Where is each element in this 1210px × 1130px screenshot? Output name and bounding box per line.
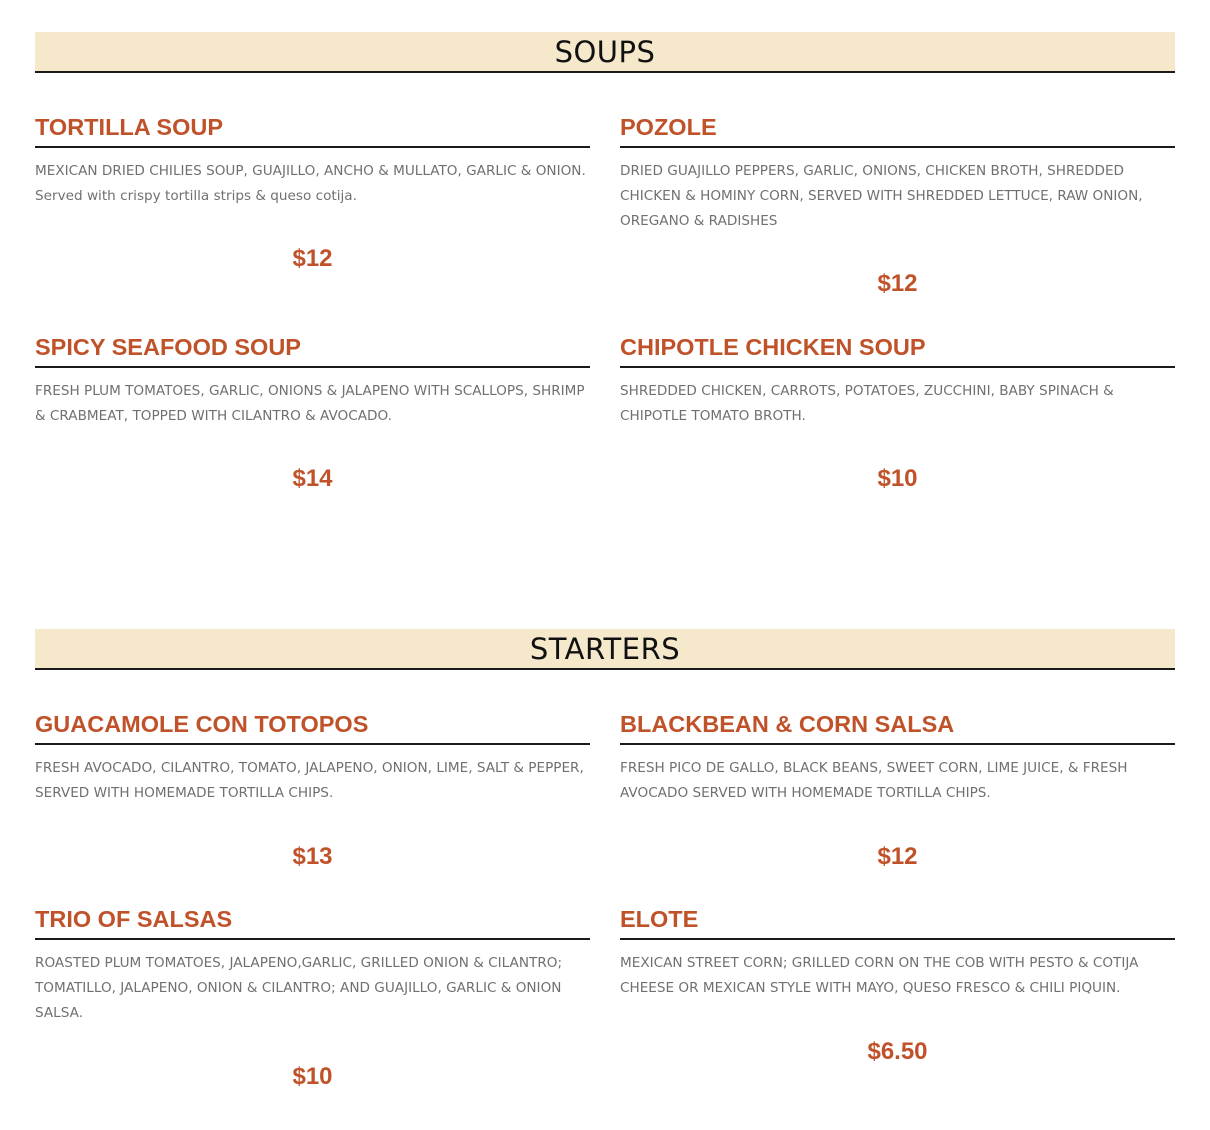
item-price: $10	[292, 1063, 333, 1090]
item-name: ELOTE	[620, 904, 1175, 940]
item-price: $12	[877, 843, 918, 870]
menu-item-pozole	[620, 112, 1175, 307]
menu-item-elote	[620, 904, 1175, 1074]
item-description: SHREDDED CHICKEN, CARROTS, POTATOES, ZUCCHINI, BABY SPINACH & CHIPOTLE TOMATO BROTH.	[620, 383, 1114, 424]
section-title: SOUPS	[554, 35, 656, 69]
menu-item-guacamole-con-totopos	[35, 709, 590, 879]
item-name: POZOLE	[620, 112, 1175, 148]
item-description: FRESH PLUM TOMATOES, GARLIC, ONIONS & JALAPENO WITH SCALLOPS, SHRIMP & CRABMEAT, TOPPED WITH CILANTRO & AVOCADO.	[35, 383, 585, 424]
item-name: TRIO OF SALSAS	[35, 904, 590, 940]
item-name: BLACKBEAN & CORN SALSA	[620, 709, 1175, 745]
item-price: $6.50	[867, 1038, 928, 1065]
menu-item-trio-of-salsas	[35, 904, 590, 1099]
item-description: MEXICAN STREET CORN; GRILLED CORN ON THE COB WITH PESTO & COTIJA CHEESE OR MEXICAN STYLE WITH MAYO, QUESO FRESCO & CHILI PIQUIN.	[620, 955, 1139, 996]
item-price: $13	[292, 843, 333, 870]
item-name: GUACAMOLE CON TOTOPOS	[35, 709, 590, 745]
menu-item-blackbean-corn-salsa	[620, 709, 1175, 879]
section-header-soups	[35, 32, 1175, 73]
item-description: FRESH AVOCADO, CILANTRO, TOMATO, JALAPENO, ONION, LIME, SALT & PEPPER, SERVED WITH HOMEMADE TORTILLA CHIPS.	[35, 760, 584, 801]
item-name: CHIPOTLE CHICKEN SOUP	[620, 332, 1175, 368]
item-description: DRIED GUAJILLO PEPPERS, GARLIC, ONIONS, CHICKEN BROTH, SHREDDED CHICKEN & HOMINY CORN, SERVED WITH SHREDDED LETTUCE, RAW ONION, OREGANO & RADISHES	[620, 163, 1143, 229]
item-description: ROASTED PLUM TOMATOES, JALAPENO,GARLIC, GRILLED ONION & CILANTRO; TOMATILLO, JALAPENO, ONION & CILANTRO; AND GUAJILLO, GARLIC & ONION SALSA.	[35, 955, 563, 1021]
item-price: $10	[877, 465, 918, 492]
section-header-starters	[35, 629, 1175, 670]
item-description: FRESH PICO DE GALLO, BLACK BEANS, SWEET CORN, LIME JUICE, & FRESH AVOCADO SERVED WITH HOMEMADE TORTILLA CHIPS.	[620, 760, 1128, 801]
menu-item-spicy-seafood-soup	[35, 332, 590, 502]
item-description: MEXICAN DRIED CHILIES SOUP, GUAJILLO, ANCHO & MULLATO, GARLIC & ONION. Served with crispy tortilla strips & queso cotija.	[35, 163, 586, 204]
section-title: STARTERS	[529, 632, 681, 666]
item-name: TORTILLA SOUP	[35, 112, 590, 148]
item-price: $14	[292, 465, 333, 492]
menu-item-tortilla-soup	[35, 112, 590, 282]
item-name: SPICY SEAFOOD SOUP	[35, 332, 590, 368]
item-price: $12	[292, 245, 333, 272]
menu-item-chipotle-chicken-soup	[620, 332, 1175, 502]
item-price: $12	[877, 270, 918, 297]
